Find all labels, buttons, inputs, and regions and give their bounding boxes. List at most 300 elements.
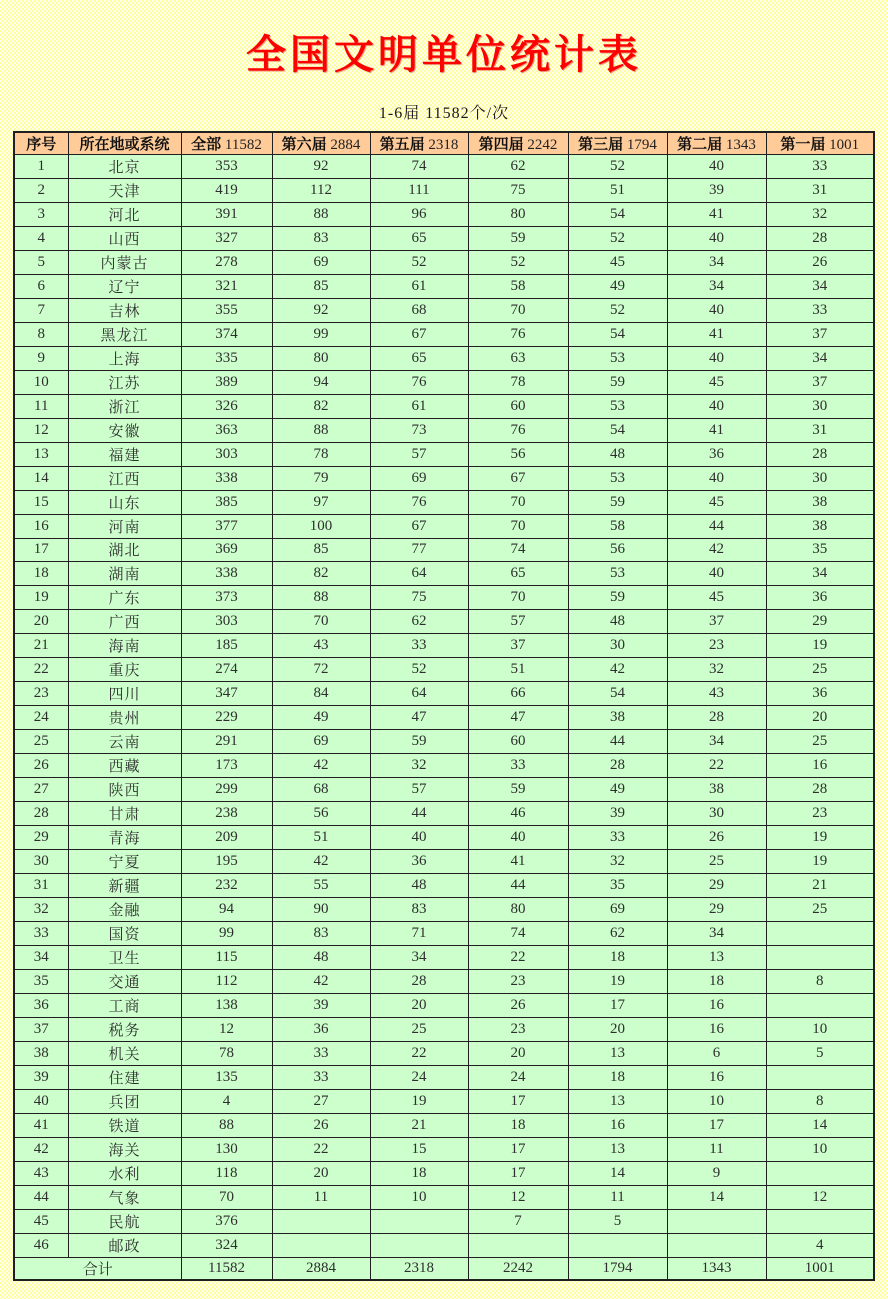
value-cell: 30 — [766, 466, 874, 490]
value-cell: 70 — [468, 586, 568, 610]
value-cell: 69 — [568, 898, 667, 922]
value-cell: 84 — [272, 682, 370, 706]
value-cell: 338 — [181, 466, 272, 490]
column-header-value: 11582 — [221, 137, 262, 153]
value-cell: 4 — [766, 1233, 874, 1257]
value-cell: 22 — [468, 945, 568, 969]
value-cell — [468, 1233, 568, 1257]
value-cell: 377 — [181, 514, 272, 538]
value-cell: 321 — [181, 274, 272, 298]
value-cell: 29 — [667, 898, 766, 922]
total-value-cell: 2318 — [370, 1258, 468, 1281]
value-cell: 19 — [370, 1089, 468, 1113]
value-cell: 17 — [468, 1089, 568, 1113]
value-cell: 71 — [370, 922, 468, 946]
value-cell: 92 — [272, 298, 370, 322]
region-name-cell: 北京 — [68, 155, 181, 179]
row-index-cell: 1 — [14, 155, 68, 179]
value-cell: 21 — [370, 1113, 468, 1137]
value-cell: 76 — [370, 370, 468, 394]
value-cell: 99 — [272, 322, 370, 346]
table-row — [14, 418, 874, 442]
value-cell: 67 — [468, 466, 568, 490]
row-index-cell: 15 — [14, 490, 68, 514]
value-cell: 376 — [181, 1209, 272, 1233]
row-index-cell: 27 — [14, 778, 68, 802]
value-cell: 115 — [181, 945, 272, 969]
value-cell: 54 — [568, 202, 667, 226]
table-row — [14, 202, 874, 226]
value-cell: 70 — [468, 514, 568, 538]
row-index-cell: 20 — [14, 610, 68, 634]
value-cell: 83 — [272, 226, 370, 250]
value-cell: 49 — [272, 706, 370, 730]
region-name-cell: 吉林 — [68, 298, 181, 322]
value-cell: 25 — [766, 898, 874, 922]
table-body — [14, 155, 874, 1258]
region-name-cell: 住建 — [68, 1065, 181, 1089]
value-cell: 51 — [568, 178, 667, 202]
value-cell: 13 — [568, 1089, 667, 1113]
table-row — [14, 226, 874, 250]
region-name-cell: 国资 — [68, 922, 181, 946]
value-cell: 26 — [667, 826, 766, 850]
value-cell: 88 — [272, 202, 370, 226]
value-cell: 60 — [468, 730, 568, 754]
column-header-label: 全部 — [191, 136, 222, 153]
value-cell: 15 — [370, 1137, 468, 1161]
table-row — [14, 850, 874, 874]
total-value-cell: 2884 — [272, 1258, 370, 1281]
value-cell: 65 — [370, 346, 468, 370]
value-cell: 88 — [181, 1113, 272, 1137]
value-cell: 38 — [667, 778, 766, 802]
value-cell: 324 — [181, 1233, 272, 1257]
region-name-cell: 山东 — [68, 490, 181, 514]
row-index-cell: 9 — [14, 346, 68, 370]
value-cell: 118 — [181, 1161, 272, 1185]
value-cell: 48 — [568, 442, 667, 466]
region-name-cell: 宁夏 — [68, 850, 181, 874]
region-name-cell: 云南 — [68, 730, 181, 754]
value-cell: 59 — [468, 226, 568, 250]
region-name-cell: 卫生 — [68, 945, 181, 969]
value-cell: 23 — [468, 969, 568, 993]
value-cell: 59 — [370, 730, 468, 754]
value-cell — [272, 1233, 370, 1257]
value-cell: 17 — [468, 1161, 568, 1185]
value-cell: 14 — [667, 1185, 766, 1209]
value-cell: 32 — [370, 754, 468, 778]
value-cell: 25 — [766, 658, 874, 682]
row-index-cell: 35 — [14, 969, 68, 993]
column-header-value: 2884 — [326, 137, 361, 153]
region-name-cell: 铁道 — [68, 1113, 181, 1137]
value-cell: 24 — [370, 1065, 468, 1089]
column-header-label: 第二届 — [677, 136, 723, 153]
value-cell: 21 — [766, 874, 874, 898]
value-cell: 41 — [667, 202, 766, 226]
row-index-cell: 43 — [14, 1161, 68, 1185]
value-cell: 51 — [272, 826, 370, 850]
total-value-cell: 1794 — [568, 1258, 667, 1281]
value-cell: 70 — [468, 490, 568, 514]
region-name-cell: 海南 — [68, 634, 181, 658]
value-cell: 14 — [568, 1161, 667, 1185]
value-cell: 34 — [667, 250, 766, 274]
value-cell: 33 — [370, 634, 468, 658]
row-index-cell: 3 — [14, 202, 68, 226]
value-cell: 44 — [370, 802, 468, 826]
value-cell: 4 — [181, 1089, 272, 1113]
value-cell — [370, 1209, 468, 1233]
page-subtitle: 1-6届 11582个/次 — [378, 105, 510, 122]
value-cell: 34 — [667, 730, 766, 754]
row-index-cell: 45 — [14, 1209, 68, 1233]
value-cell: 39 — [667, 178, 766, 202]
value-cell: 29 — [766, 610, 874, 634]
value-cell: 112 — [272, 178, 370, 202]
row-index-cell: 12 — [14, 418, 68, 442]
value-cell: 66 — [468, 682, 568, 706]
value-cell: 53 — [568, 394, 667, 418]
value-cell: 58 — [468, 274, 568, 298]
region-name-cell: 贵州 — [68, 706, 181, 730]
page-title: 全国文明单位统计表 — [246, 32, 642, 77]
table-row — [14, 1161, 874, 1185]
value-cell: 67 — [370, 322, 468, 346]
region-name-cell: 天津 — [68, 178, 181, 202]
value-cell: 62 — [568, 922, 667, 946]
value-cell: 49 — [568, 274, 667, 298]
value-cell: 64 — [370, 562, 468, 586]
region-name-cell: 浙江 — [68, 394, 181, 418]
value-cell: 33 — [766, 155, 874, 179]
value-cell: 327 — [181, 226, 272, 250]
value-cell: 238 — [181, 802, 272, 826]
value-cell: 41 — [667, 418, 766, 442]
column-header-value: 1001 — [825, 137, 860, 153]
region-name-cell: 海关 — [68, 1137, 181, 1161]
column-header-0 — [14, 132, 68, 155]
value-cell: 54 — [568, 682, 667, 706]
value-cell: 59 — [568, 586, 667, 610]
value-cell: 52 — [568, 298, 667, 322]
row-index-cell: 13 — [14, 442, 68, 466]
value-cell: 18 — [468, 1113, 568, 1137]
row-index-cell: 25 — [14, 730, 68, 754]
value-cell: 99 — [181, 922, 272, 946]
value-cell: 335 — [181, 346, 272, 370]
value-cell: 135 — [181, 1065, 272, 1089]
table-row — [14, 969, 874, 993]
value-cell: 75 — [468, 178, 568, 202]
value-cell: 20 — [370, 993, 468, 1017]
value-cell: 13 — [568, 1137, 667, 1161]
table-row — [14, 898, 874, 922]
value-cell: 10 — [766, 1017, 874, 1041]
value-cell: 11 — [667, 1137, 766, 1161]
value-cell: 30 — [766, 394, 874, 418]
table-header — [14, 132, 874, 155]
table-row — [14, 178, 874, 202]
value-cell: 5 — [568, 1209, 667, 1233]
table-row — [14, 1233, 874, 1257]
value-cell: 57 — [468, 610, 568, 634]
value-cell: 13 — [568, 1041, 667, 1065]
value-cell: 82 — [272, 562, 370, 586]
value-cell: 26 — [468, 993, 568, 1017]
value-cell: 34 — [667, 922, 766, 946]
value-cell: 6 — [667, 1041, 766, 1065]
value-cell: 70 — [272, 610, 370, 634]
value-cell: 10 — [766, 1137, 874, 1161]
value-cell: 38 — [766, 514, 874, 538]
row-index-cell: 32 — [14, 898, 68, 922]
value-cell: 32 — [766, 202, 874, 226]
value-cell: 88 — [272, 418, 370, 442]
value-cell: 229 — [181, 706, 272, 730]
column-header-label: 所在地或系统 — [79, 136, 170, 153]
value-cell — [766, 1209, 874, 1233]
value-cell: 36 — [766, 586, 874, 610]
value-cell: 391 — [181, 202, 272, 226]
value-cell: 80 — [468, 898, 568, 922]
value-cell: 12 — [468, 1185, 568, 1209]
value-cell: 90 — [272, 898, 370, 922]
value-cell: 37 — [468, 634, 568, 658]
value-cell: 33 — [766, 298, 874, 322]
value-cell: 18 — [667, 969, 766, 993]
value-cell: 29 — [667, 874, 766, 898]
row-index-cell: 37 — [14, 1017, 68, 1041]
value-cell: 74 — [468, 922, 568, 946]
region-name-cell: 兵团 — [68, 1089, 181, 1113]
value-cell: 42 — [667, 538, 766, 562]
value-cell: 75 — [370, 586, 468, 610]
value-cell: 25 — [766, 730, 874, 754]
value-cell: 43 — [667, 682, 766, 706]
region-name-cell: 新疆 — [68, 874, 181, 898]
value-cell: 37 — [667, 610, 766, 634]
value-cell: 22 — [370, 1041, 468, 1065]
value-cell: 37 — [766, 370, 874, 394]
column-header-value: 1343 — [722, 137, 756, 153]
value-cell: 25 — [667, 850, 766, 874]
column-header-8 — [766, 132, 874, 155]
value-cell: 385 — [181, 490, 272, 514]
value-cell: 53 — [568, 562, 667, 586]
value-cell: 85 — [272, 274, 370, 298]
value-cell — [667, 1209, 766, 1233]
value-cell: 47 — [370, 706, 468, 730]
value-cell: 49 — [568, 778, 667, 802]
value-cell: 52 — [568, 226, 667, 250]
table-row — [14, 490, 874, 514]
column-header-value: 2318 — [424, 137, 459, 153]
value-cell — [667, 1233, 766, 1257]
value-cell: 338 — [181, 562, 272, 586]
table-row — [14, 874, 874, 898]
value-cell — [766, 1161, 874, 1185]
value-cell: 44 — [568, 730, 667, 754]
value-cell: 41 — [667, 322, 766, 346]
row-index-cell: 5 — [14, 250, 68, 274]
table-row — [14, 250, 874, 274]
value-cell: 72 — [272, 658, 370, 682]
value-cell — [766, 922, 874, 946]
table-row — [14, 1089, 874, 1113]
value-cell: 20 — [272, 1161, 370, 1185]
value-cell: 18 — [568, 945, 667, 969]
value-cell: 40 — [468, 826, 568, 850]
column-header-value: 1794 — [623, 137, 657, 153]
value-cell: 53 — [568, 346, 667, 370]
value-cell: 20 — [766, 706, 874, 730]
row-index-cell: 33 — [14, 922, 68, 946]
value-cell: 36 — [766, 682, 874, 706]
value-cell: 19 — [766, 850, 874, 874]
value-cell: 57 — [370, 442, 468, 466]
row-index-cell: 6 — [14, 274, 68, 298]
row-index-cell: 30 — [14, 850, 68, 874]
value-cell: 78 — [272, 442, 370, 466]
table-row — [14, 1041, 874, 1065]
region-name-cell: 河南 — [68, 514, 181, 538]
value-cell: 74 — [468, 538, 568, 562]
column-header-6 — [568, 132, 667, 155]
table-row — [14, 658, 874, 682]
value-cell: 58 — [568, 514, 667, 538]
value-cell: 43 — [272, 634, 370, 658]
value-cell: 19 — [766, 634, 874, 658]
value-cell: 16 — [766, 754, 874, 778]
region-name-cell: 辽宁 — [68, 274, 181, 298]
value-cell: 40 — [667, 394, 766, 418]
value-cell: 56 — [568, 538, 667, 562]
row-index-cell: 18 — [14, 562, 68, 586]
value-cell: 63 — [468, 346, 568, 370]
value-cell: 112 — [181, 969, 272, 993]
region-name-cell: 广西 — [68, 610, 181, 634]
value-cell: 11 — [272, 1185, 370, 1209]
value-cell: 27 — [272, 1089, 370, 1113]
value-cell: 353 — [181, 155, 272, 179]
row-index-cell: 36 — [14, 993, 68, 1017]
value-cell: 369 — [181, 538, 272, 562]
value-cell: 57 — [370, 778, 468, 802]
value-cell: 77 — [370, 538, 468, 562]
value-cell: 44 — [468, 874, 568, 898]
value-cell: 38 — [766, 490, 874, 514]
region-name-cell: 山西 — [68, 226, 181, 250]
value-cell: 173 — [181, 754, 272, 778]
value-cell — [272, 1209, 370, 1233]
value-cell: 26 — [272, 1113, 370, 1137]
value-cell: 76 — [468, 418, 568, 442]
value-cell: 42 — [272, 754, 370, 778]
region-name-cell: 广东 — [68, 586, 181, 610]
value-cell: 232 — [181, 874, 272, 898]
row-index-cell: 10 — [14, 370, 68, 394]
value-cell: 45 — [667, 490, 766, 514]
value-cell: 94 — [272, 370, 370, 394]
value-cell: 79 — [272, 466, 370, 490]
value-cell: 10 — [667, 1089, 766, 1113]
value-cell: 52 — [468, 250, 568, 274]
row-index-cell: 8 — [14, 322, 68, 346]
value-cell: 48 — [568, 610, 667, 634]
value-cell: 28 — [766, 442, 874, 466]
value-cell: 45 — [568, 250, 667, 274]
row-index-cell: 39 — [14, 1065, 68, 1089]
value-cell: 41 — [468, 850, 568, 874]
table-row — [14, 754, 874, 778]
row-index-cell: 22 — [14, 658, 68, 682]
total-value-cell: 1343 — [667, 1258, 766, 1281]
value-cell: 42 — [272, 850, 370, 874]
column-header-1 — [68, 132, 181, 155]
region-name-cell: 税务 — [68, 1017, 181, 1041]
region-name-cell: 江苏 — [68, 370, 181, 394]
row-index-cell: 31 — [14, 874, 68, 898]
value-cell: 347 — [181, 682, 272, 706]
region-name-cell: 湖南 — [68, 562, 181, 586]
value-cell: 88 — [272, 586, 370, 610]
value-cell: 69 — [272, 730, 370, 754]
region-name-cell: 上海 — [68, 346, 181, 370]
value-cell: 54 — [568, 322, 667, 346]
column-header-7 — [667, 132, 766, 155]
value-cell: 28 — [766, 226, 874, 250]
value-cell: 62 — [370, 610, 468, 634]
value-cell: 100 — [272, 514, 370, 538]
table-row — [14, 322, 874, 346]
table-row — [14, 1185, 874, 1209]
value-cell: 46 — [468, 802, 568, 826]
value-cell: 17 — [667, 1113, 766, 1137]
value-cell: 36 — [667, 442, 766, 466]
value-cell: 96 — [370, 202, 468, 226]
value-cell: 47 — [468, 706, 568, 730]
table-row — [14, 394, 874, 418]
value-cell: 7 — [468, 1209, 568, 1233]
value-cell: 185 — [181, 634, 272, 658]
value-cell: 39 — [568, 802, 667, 826]
table-row — [14, 1065, 874, 1089]
value-cell: 13 — [667, 945, 766, 969]
value-cell: 35 — [568, 874, 667, 898]
value-cell: 18 — [568, 1065, 667, 1089]
table-row — [14, 586, 874, 610]
value-cell: 59 — [568, 370, 667, 394]
value-cell: 56 — [468, 442, 568, 466]
value-cell: 37 — [766, 322, 874, 346]
value-cell: 55 — [272, 874, 370, 898]
value-cell: 78 — [181, 1041, 272, 1065]
value-cell: 48 — [272, 945, 370, 969]
value-cell: 45 — [667, 586, 766, 610]
value-cell — [766, 1065, 874, 1089]
region-name-cell: 机关 — [68, 1041, 181, 1065]
column-header-label: 第一届 — [780, 136, 826, 153]
region-name-cell: 湖北 — [68, 538, 181, 562]
value-cell: 33 — [468, 754, 568, 778]
value-cell: 8 — [766, 1089, 874, 1113]
value-cell: 278 — [181, 250, 272, 274]
column-header-4 — [370, 132, 468, 155]
value-cell: 33 — [272, 1065, 370, 1089]
